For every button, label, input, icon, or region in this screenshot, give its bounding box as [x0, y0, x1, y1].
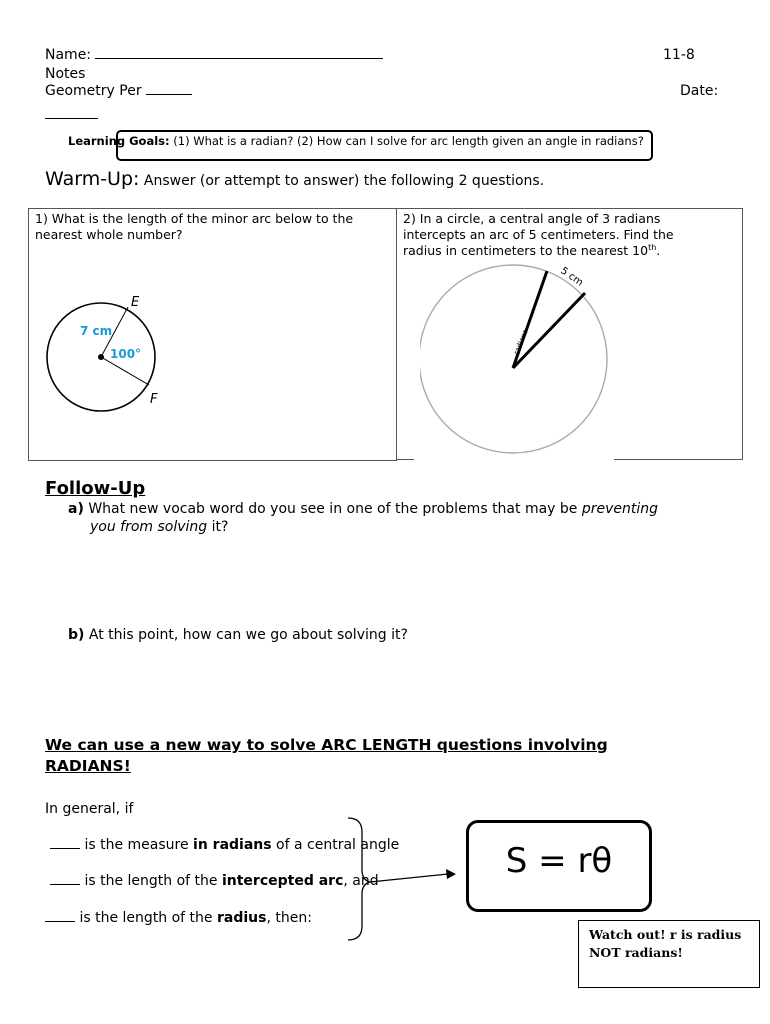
box-bottom-right — [614, 459, 742, 460]
date-label: Date: — [680, 83, 719, 99]
learning-goals-outline — [116, 130, 653, 161]
warning-line1: Watch out! r is radius — [589, 927, 742, 942]
definition-theta: is the measure in radians of a central angle — [50, 837, 399, 853]
s-blank[interactable] — [50, 884, 80, 885]
followup-a-line2: you from solving it? — [90, 519, 229, 535]
radius-label: 7 cm — [80, 324, 113, 338]
q2-text-line3: radius in centimeters to the nearest 10th. — [403, 243, 661, 259]
name-blank[interactable] — [95, 58, 383, 59]
figure-2-circle-diagram — [420, 260, 620, 460]
in-general-text: In general, if — [45, 801, 134, 817]
definition-s: is the length of the intercepted arc, and — [50, 873, 379, 889]
name-label: Name: — [45, 47, 383, 63]
arc-label: 5 cm — [558, 265, 585, 289]
followup-a-line1: a) What new vocab word do you see in one of the problems that may be preventing — [68, 501, 659, 517]
warmup-title: Warm-Up: — [45, 168, 140, 190]
warmup-heading — [45, 168, 544, 190]
date-blank[interactable] — [45, 104, 98, 119]
period-blank[interactable] — [146, 94, 192, 95]
arc-heading-line2: RADIANS! — [45, 757, 131, 775]
q2-text-line2: intercepts an arc of 5 centimeters. Find the — [403, 227, 674, 242]
arc-heading-line1: We can use a new way to solve ARC LENGTH questions involving — [45, 736, 608, 754]
angle-label: 100° — [110, 347, 142, 361]
definition-r: is the length of the radius, then: — [45, 910, 312, 926]
unit-number: 11-8 — [663, 47, 695, 63]
learning-goals-label: Learning Goals: — [68, 134, 170, 148]
warning-line2: NOT radians! — [589, 945, 683, 960]
formula-text: S = rθ — [505, 841, 613, 881]
box-bottom-left — [396, 459, 414, 460]
theta-blank[interactable] — [50, 848, 80, 849]
q1-text-line2: nearest whole number? — [35, 227, 183, 242]
notes-label: Notes — [45, 66, 86, 82]
radius-text: radians — [512, 328, 530, 356]
r-blank[interactable] — [45, 921, 75, 922]
formula-box — [466, 820, 652, 912]
label-f: F — [150, 392, 158, 407]
label-e: E — [131, 295, 140, 310]
q2-text-line1: 2) In a circle, a central angle of 3 radians — [403, 211, 661, 226]
followup-title: Follow-Up — [45, 478, 146, 499]
figure-1-circle-diagram — [40, 285, 180, 415]
warning-box — [578, 920, 760, 988]
geometry-period-label: Geometry Per — [45, 83, 192, 99]
q1-text-line1: 1) What is the length of the minor arc below to the — [35, 211, 354, 226]
followup-b: b) At this point, how can we go about solving it? — [68, 627, 408, 643]
warmup-subtitle: Answer (or attempt to answer) the following 2 questions. — [143, 173, 545, 189]
learning-goals-text: (1) What is a radian? (2) How can I solve for arc length given an angle in radians? — [173, 134, 644, 148]
brace-arrow — [340, 814, 465, 944]
